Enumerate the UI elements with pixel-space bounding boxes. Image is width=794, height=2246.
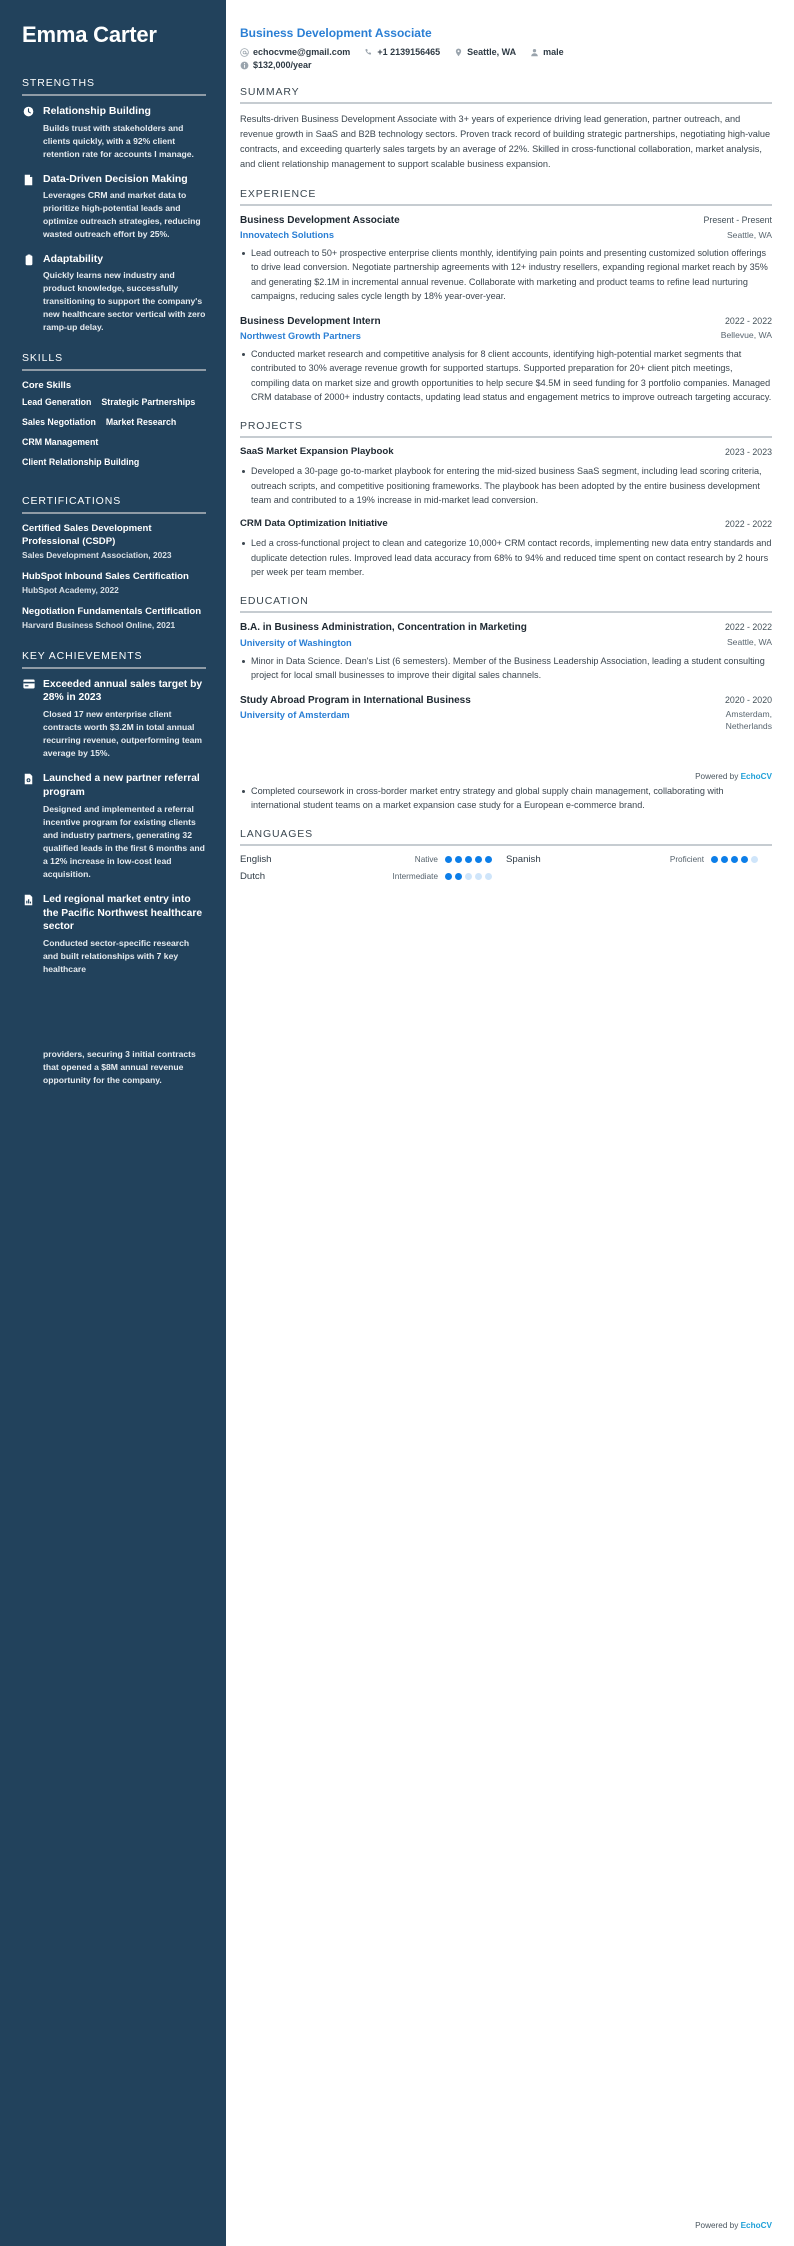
achievement-desc-continued: providers, securing 3 initial contracts that opened a $8M annual revenue opportunity for the company.	[43, 1049, 196, 1086]
page-break-spacer	[22, 988, 206, 1048]
language-item	[240, 871, 506, 882]
skill-label: Lead Generation	[22, 396, 92, 407]
certification-item	[22, 606, 206, 632]
language-level: Intermediate	[392, 872, 438, 882]
powered-prefix: Powered by	[695, 2221, 741, 2230]
project-date: 2022 - 2022	[725, 519, 772, 530]
bullet-item: Developed a 30-page go-to-market playbook for entering the mid-sized business SaaS segment, including lead scoring criteria, outreach scripts, and competitive positioning frameworks. The playbook has been adopted by the entire business development team and contributed to a 19% increase in mid-market lead conversion.	[240, 464, 772, 507]
strength-desc: Builds trust with stakeholders and clients quickly, with a 92% client retention rate for accounts I manage.	[43, 122, 194, 159]
candidate-name: Emma Carter	[22, 22, 157, 47]
language-item	[240, 854, 506, 865]
project-bullets	[240, 464, 772, 507]
skill-item	[22, 417, 96, 430]
sidebar	[0, 0, 226, 2246]
chart-icon	[22, 894, 35, 909]
strength-item	[22, 105, 206, 160]
contact-phone[interactable]	[364, 47, 440, 57]
section-divider	[240, 204, 772, 206]
experience-bullets	[240, 246, 772, 303]
certification-issuer: Harvard Business School Online, 2021	[22, 620, 176, 631]
language-name: Dutch	[240, 871, 266, 883]
achievement-item	[22, 678, 206, 761]
experience-date: 2022 - 2022	[725, 315, 772, 326]
project-entry	[240, 518, 772, 579]
language-name: Spanish	[506, 854, 541, 866]
experience-date: Present - Present	[703, 214, 772, 225]
language-rating	[711, 856, 772, 863]
contact-gender-value: male	[543, 47, 564, 57]
skills-list	[22, 397, 206, 477]
education-date: 2022 - 2022	[725, 622, 772, 633]
contact-salary	[240, 60, 312, 70]
education-date: 2020 - 2020	[725, 694, 772, 705]
section-divider	[240, 844, 772, 846]
section-divider	[22, 94, 206, 96]
experience-section	[240, 188, 772, 405]
main-content	[226, 0, 794, 2246]
powered-prefix: Powered by	[695, 772, 741, 781]
languages-list	[240, 854, 772, 882]
strength-title: Data-Driven Decision Making	[43, 172, 188, 185]
experience-title: Business Development Intern	[240, 315, 381, 327]
skill-item	[22, 457, 139, 470]
powered-by-badge-bottom	[695, 2221, 772, 2230]
certification-title: HubSpot Inbound Sales Certification	[22, 570, 189, 582]
certification-title: Negotiation Fundamentals Certification	[22, 605, 202, 617]
skill-item	[22, 397, 91, 410]
powered-by-badge-top	[695, 772, 772, 781]
education-entry	[240, 694, 772, 813]
language-level: Native	[414, 855, 438, 865]
contact-location	[454, 47, 516, 57]
contact-email-value: echocvme@gmail.com	[253, 47, 351, 57]
certifications-heading: CERTIFICATIONS	[22, 494, 122, 507]
section-divider	[240, 102, 772, 104]
phone-icon	[364, 48, 373, 57]
certification-issuer: Sales Development Association, 2023	[22, 550, 172, 561]
education-org[interactable]: University of Amsterdam	[240, 709, 350, 720]
summary-section	[240, 86, 772, 172]
education-bullets	[240, 784, 772, 813]
projects-heading: PROJECTS	[240, 420, 303, 433]
brand-name: EchoCV	[740, 772, 772, 781]
contact-row	[240, 47, 772, 57]
language-rating	[445, 856, 506, 863]
experience-location: Bellevue, WA	[720, 330, 772, 341]
contact-row-second	[240, 60, 772, 70]
project-bullets	[240, 536, 772, 579]
certification-item	[22, 523, 206, 562]
language-level: Proficient	[669, 855, 704, 865]
language-name: English	[240, 854, 272, 866]
contact-location-value: Seattle, WA	[467, 47, 517, 57]
project-title: SaaS Market Expansion Playbook	[240, 446, 394, 458]
info-icon	[240, 61, 249, 70]
contact-email[interactable]	[240, 47, 350, 57]
strength-desc: Leverages CRM and market data to prioritize high-potential leads and optimize outreach strategies, reducing wasted outreach effort by 25%.	[43, 190, 201, 239]
bullet-item: Lead outreach to 50+ prospective enterprise clients monthly, identifying pain points and presenting customized solution offerings to drive lead conversion. Negotiate partnership agreements with 12+ industry resellers, expanding regional market reach by 35% and generating $2.1M in incremental annual revenue. Collaborate with marketing and product teams to refine lead nurturing campaigns, reducing sales cycle length by 18% year-over-year.	[240, 246, 772, 303]
skills-group-title: Core Skills	[22, 379, 72, 391]
section-divider	[240, 436, 772, 438]
language-rating	[445, 873, 506, 880]
languages-section	[240, 828, 772, 882]
skill-label: Sales Negotiation	[22, 416, 96, 427]
bullet-item: Completed coursework in cross-border market entry strategy and global supply chain management, collaborating with international student teams on a market expansion case study for a European e-commerce brand.	[240, 784, 772, 813]
achievement-title: Launched a new partner referral program	[43, 773, 200, 798]
projects-section	[240, 420, 772, 579]
strength-item	[22, 173, 206, 241]
card-icon	[22, 679, 35, 694]
summary-text: Results-driven Business Development Associate with 3+ years of experience driving lead generation, partner outreach, and revenue growth in SaaS and B2B technology sectors. Proven track record of building strategic partnerships, negotiating high-value contracts, and exceeding quarterly sales targets by an average of 22%. Skilled in cross-functional collaboration, market analysis, and client relationship management to support scalable business expansion.	[240, 114, 771, 169]
education-title: Study Abroad Program in International Business	[240, 694, 471, 706]
section-divider	[22, 667, 206, 669]
clock-icon	[22, 106, 35, 121]
strengths-heading: STRENGTHS	[22, 77, 95, 90]
achievement-desc: Designed and implemented a referral incentive program for existing clients and industry partners, generating 32 qualified leads in the first 6 months and a 12% increase in low-cost lead acquisition.	[43, 803, 205, 879]
section-divider	[240, 611, 772, 613]
strength-desc: Quickly learns new industry and product knowledge, successfully transitioning to support the company's new healthcare sector vertical with zero ramp-up delay.	[43, 270, 206, 333]
language-item	[506, 854, 772, 865]
skills-heading: SKILLS	[22, 351, 64, 364]
education-location: Seattle, WA	[726, 637, 772, 648]
email-icon	[240, 48, 249, 57]
experience-org[interactable]: Innovatech Solutions	[240, 229, 335, 240]
certification-item	[22, 571, 206, 597]
experience-bullets	[240, 347, 772, 404]
certification-issuer: HubSpot Academy, 2022	[22, 585, 119, 596]
achievement-title: Exceeded annual sales target by 28% in 2023	[43, 678, 203, 704]
section-divider	[22, 369, 206, 371]
achievement-item	[22, 772, 206, 881]
key-achievements-heading: KEY ACHIEVEMENTS	[22, 649, 143, 662]
headline-job-title: Business Development Associate	[240, 26, 432, 40]
bullet-item: Led a cross-functional project to clean and categorize 10,000+ CRM contact records, implementing new data entry standards and duplicate detection rules. Improved lead data accuracy from 68% to 94% and reduced time spent on contact research by 2 hours per week per team member.	[240, 536, 772, 579]
education-entry	[240, 621, 772, 682]
languages-heading: LANGUAGES	[240, 828, 314, 841]
achievement-title: Led regional market entry into the Pacific Northwest healthcare sector	[43, 893, 203, 933]
strength-title: Adaptability	[43, 252, 104, 265]
location-icon	[454, 48, 463, 57]
education-bullets	[240, 654, 772, 683]
skill-item	[101, 397, 195, 410]
experience-entry	[240, 214, 772, 304]
person-icon	[530, 48, 539, 57]
document-icon	[22, 174, 35, 189]
clipboard-icon	[22, 254, 35, 269]
skill-label: CRM Management	[22, 436, 99, 447]
experience-heading: EXPERIENCE	[240, 187, 317, 200]
certifications-section	[22, 495, 206, 632]
experience-title: Business Development Associate	[240, 214, 400, 226]
project-date: 2023 - 2023	[725, 447, 772, 458]
education-section	[240, 595, 772, 812]
bullet-item: Conducted market research and competitive analysis for 8 client accounts, identifying high-potential market segments that contributed to 30% average revenue growth for supported startups. Supported preparation for 20+ client pitch meetings, compiling data on market size and growth opportunities to help secure $4.5M in seed funding for 3 portfolio companies. Managed CRM database of 2000+ industry contacts, updating lead status and engagement metrics to improve outreach targeting accuracy.	[240, 347, 772, 404]
achievement-item	[22, 893, 206, 976]
contact-salary-value: $132,000/year	[253, 60, 312, 70]
achievement-desc: Closed 17 new enterprise client contracts worth $3.2M in total annual recurring revenue, outperforming team average by 15%.	[43, 708, 203, 759]
skill-item	[22, 437, 98, 450]
skill-label: Client Relationship Building	[22, 456, 140, 467]
section-divider	[22, 512, 206, 514]
skills-section	[22, 352, 206, 477]
strength-item	[22, 253, 206, 334]
contact-gender	[530, 47, 564, 57]
experience-location: Seattle, WA	[726, 229, 772, 240]
project-title: CRM Data Optimization Initiative	[240, 518, 388, 530]
certification-title: Certified Sales Development Professional (CSDP)	[22, 522, 152, 547]
strength-title: Relationship Building	[43, 105, 151, 118]
key-achievements-section	[22, 650, 206, 1088]
education-heading: EDUCATION	[240, 595, 309, 608]
experience-entry	[240, 315, 772, 405]
education-org[interactable]: University of Washington	[240, 637, 352, 648]
education-location: Amsterdam, Netherlands	[725, 709, 772, 731]
achievement-desc: Conducted sector-specific research and built relationships with 7 key healthcare	[43, 938, 190, 975]
skill-label: Market Research	[105, 416, 177, 427]
file-badge-icon	[22, 773, 35, 788]
page-break-spacer	[240, 733, 772, 779]
strengths-section	[22, 77, 206, 334]
summary-heading: SUMMARY	[240, 86, 300, 98]
skill-item	[106, 417, 176, 430]
experience-org[interactable]: Northwest Growth Partners	[240, 330, 361, 341]
education-title: B.A. in Business Administration, Concentration in Marketing	[240, 622, 527, 634]
skill-label: Strategic Partnerships	[101, 396, 196, 407]
brand-name: EchoCV	[740, 2221, 772, 2230]
contact-phone-value: +1 2139156465	[377, 47, 441, 57]
project-entry	[240, 446, 772, 507]
bullet-item: Minor in Data Science. Dean's List (6 semesters). Member of the Business Leadership Association, leading a student consulting project for local small businesses to improve their digital sales channels.	[240, 654, 772, 683]
